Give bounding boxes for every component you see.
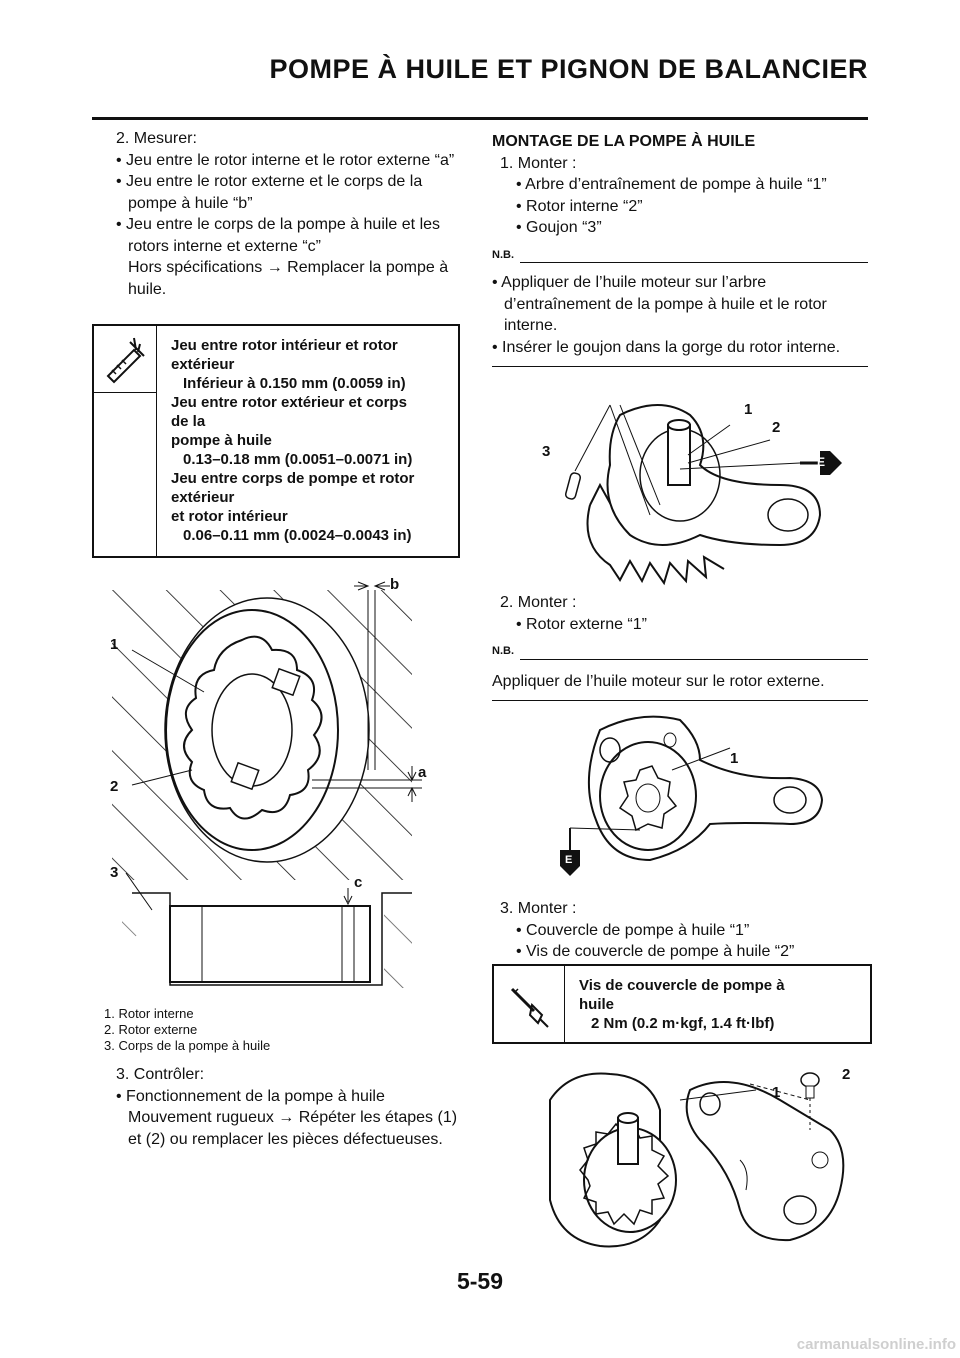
nb2-text: Appliquer de l’huile moteur sur le rotor externe. bbox=[492, 672, 825, 690]
r-step2-item: • Rotor externe “1” bbox=[516, 615, 647, 633]
step3-title: 3. Contrôler: bbox=[116, 1066, 205, 1083]
spec-line: et rotor intérieur bbox=[171, 508, 288, 525]
legend-item: 3. Corps de la pompe à huile bbox=[104, 1038, 271, 1053]
figure-outer-rotor-install bbox=[540, 700, 840, 880]
oil-e-mark: E bbox=[565, 854, 573, 866]
fig3-label-1: 1 bbox=[730, 750, 739, 767]
torque-wrench-icon bbox=[494, 966, 564, 1042]
oil-e-mark: E bbox=[817, 455, 826, 469]
r-step1-item: • Arbre d’entraînement de pompe à huile “1” bbox=[516, 176, 827, 193]
spec-value: 0.13–0.18 mm (0.0051–0.0071 in) bbox=[183, 451, 413, 468]
spec-icon-cell bbox=[494, 966, 565, 1042]
fig1-label-a: a bbox=[418, 764, 427, 781]
nb-header-2 bbox=[492, 641, 868, 663]
spec-value: 0.06–0.11 mm (0.0024–0.0043 in) bbox=[183, 527, 412, 544]
r-step3-title: 3. Monter : bbox=[500, 900, 577, 917]
fig4-label-2: 2 bbox=[842, 1066, 851, 1083]
left-step3 bbox=[92, 1064, 462, 1150]
step2-action: Hors spécifications → Remplacer la pompe à huile. bbox=[128, 259, 449, 298]
page-number: 5-59 bbox=[456, 1268, 504, 1294]
fig1-label-b: b bbox=[390, 576, 400, 593]
step2-item-2: • Jeu entre le rotor externe et le corps de la pompe à huile “b” bbox=[116, 173, 423, 212]
step2-item-1: • Jeu entre le rotor interne et le rotor externe “a” bbox=[116, 151, 455, 169]
right-step3 bbox=[492, 898, 868, 963]
spec-body bbox=[157, 326, 418, 556]
figure-pump-cover-install bbox=[530, 1060, 860, 1255]
nb-header-1 bbox=[492, 245, 868, 267]
title-rule bbox=[92, 117, 868, 120]
fig1-label-3: 3 bbox=[110, 864, 119, 881]
watermark: carmanualsonline.info bbox=[796, 1336, 956, 1353]
spec-line: Jeu entre rotor intérieur et rotor bbox=[171, 337, 398, 354]
step3-action: Mouvement rugueux → Répéter les étapes (1) et (2) ou remplacer les pièces défectueuses. bbox=[128, 1109, 458, 1148]
spec-line: huile bbox=[579, 996, 615, 1013]
figure-rotor-clearance bbox=[92, 570, 462, 1000]
spec-value: Inférieur à 0.150 mm (0.0059 in) bbox=[183, 375, 406, 392]
r-step2-title: 2. Monter : bbox=[500, 594, 577, 611]
fig1-label-2: 2 bbox=[110, 778, 119, 795]
fig2-label-2: 2 bbox=[772, 419, 781, 436]
nb-label: N.B. bbox=[492, 248, 514, 261]
r-step3-item: • Vis de couvercle de pompe à huile “2” bbox=[516, 943, 795, 960]
spec-line: Jeu entre rotor extérieur et corps bbox=[171, 394, 407, 411]
spec-box-torque bbox=[492, 964, 872, 1044]
spec-icon-cell bbox=[94, 326, 157, 556]
nb1-item: • Appliquer de l’huile moteur sur l’arbre d’entraînement de la pompe à huile et le rotor interne. bbox=[492, 274, 827, 334]
figure-inner-rotor-install bbox=[520, 385, 850, 590]
caliper-icon bbox=[94, 326, 156, 393]
section-heading: MONTAGE DE LA POMPE À HUILE bbox=[492, 133, 756, 150]
spec-line: extérieur bbox=[171, 489, 235, 506]
legend-item: 2. Rotor externe bbox=[104, 1022, 198, 1037]
nb-label: N.B. bbox=[492, 645, 514, 657]
r-step1-title: 1. Monter : bbox=[500, 154, 577, 172]
spec-line: pompe à huile bbox=[171, 432, 272, 449]
left-step2 bbox=[92, 128, 462, 300]
spec-line: Vis de couvercle de pompe à bbox=[579, 977, 785, 994]
r-step3-item: • Couvercle de pompe à huile “1” bbox=[516, 921, 750, 939]
page-title: POMPE À HUILE ET PIGNON DE BALANCIER bbox=[269, 54, 868, 84]
spec-line: extérieur bbox=[171, 356, 235, 373]
step3-item: • Fonctionnement de la pompe à huile bbox=[116, 1087, 385, 1105]
fig2-label-1: 1 bbox=[744, 401, 753, 418]
fig1-label-1: 1 bbox=[110, 636, 119, 653]
right-install bbox=[492, 131, 868, 367]
step2-item-3: • Jeu entre le corps de la pompe à huile et les rotors interne et externe “c” bbox=[116, 216, 441, 255]
torque-spec-body bbox=[565, 966, 789, 1042]
nb1-end-rule bbox=[492, 366, 868, 367]
legend-item: 1. Rotor interne bbox=[104, 1006, 194, 1021]
fig1-label-c: c bbox=[354, 874, 363, 891]
r-step1-item: • Goujon “3” bbox=[516, 219, 602, 236]
right-step2 bbox=[492, 592, 868, 701]
fig4-label-1: 1 bbox=[772, 1084, 781, 1101]
spec-line: Jeu entre corps de pompe et rotor bbox=[171, 470, 415, 487]
r-step1-item: • Rotor interne “2” bbox=[516, 197, 643, 215]
spec-line: de la bbox=[171, 413, 206, 430]
step2-title: 2. Mesurer: bbox=[116, 130, 197, 147]
fig2-label-3: 3 bbox=[542, 443, 551, 460]
spec-box-clearance bbox=[92, 324, 460, 558]
spec-value: 2 Nm (0.2 m·kgf, 1.4 ft·lbf) bbox=[591, 1015, 775, 1032]
nb1-item: • Insérer le goujon dans la gorge du rotor interne. bbox=[492, 338, 841, 356]
figure1-legend bbox=[104, 1006, 454, 1054]
